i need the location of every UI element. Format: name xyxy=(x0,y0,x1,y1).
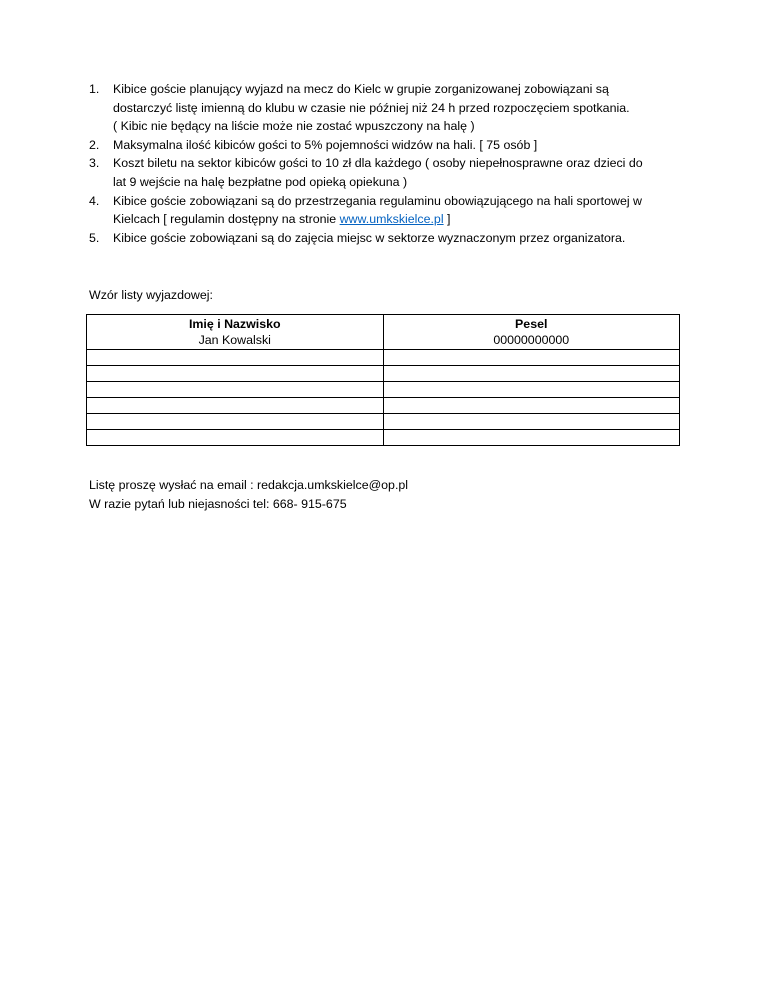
name-cell xyxy=(87,350,384,366)
table-row xyxy=(87,398,680,414)
pesel-cell xyxy=(383,414,680,430)
rule-item-4 xyxy=(89,192,689,229)
rule-number: 4. xyxy=(89,193,100,208)
rule-number: 3. xyxy=(89,156,100,171)
rule-text-line: Maksymalna ilość kibiców gości to 5% pojemności widzów na hali. [ 75 osób ] xyxy=(113,137,538,152)
name-cell xyxy=(87,398,384,414)
pesel-column-cell xyxy=(383,315,680,350)
phone-instruction: W razie pytań lub niejasności tel: 668- 915-675 xyxy=(89,496,347,511)
name-column-cell xyxy=(87,315,384,350)
email-instruction: Listę proszę wysłać na email : redakcja.umkskielce@op.pl xyxy=(89,478,409,492)
table-row xyxy=(87,350,680,366)
travel-list-table xyxy=(86,314,680,446)
rule-item-3 xyxy=(89,154,689,191)
table-header-row xyxy=(87,315,680,350)
rule-text-line: Kibice goście zobowiązani są do zajęcia miejsc w sektorze wyznaczonym przez organizatora. xyxy=(113,230,626,245)
website-link[interactable]: www.umkskielce.pl xyxy=(339,212,444,227)
name-column-header: Imię i Nazwisko xyxy=(188,317,281,331)
pesel-cell xyxy=(383,398,680,414)
rule-text-line: Kibice goście planujący wyjazd na mecz do Kielc w grupie zorganizowanej zobowiązani są xyxy=(113,82,609,96)
rule-number: 1. xyxy=(89,82,100,96)
table-row xyxy=(87,414,680,430)
name-cell xyxy=(87,382,384,398)
rules-list xyxy=(89,80,689,247)
name-cell xyxy=(87,366,384,382)
list-template-label: Wzór listy wyjazdowej: xyxy=(89,288,213,302)
table-row xyxy=(87,366,680,382)
rule-item-5 xyxy=(89,229,689,248)
rule-text-line: Koszt biletu na sektor kibiców gości to 10 zł dla każdego ( osoby niepełnosprawne oraz dzieci do xyxy=(113,156,643,171)
rule-number: 5. xyxy=(89,230,100,245)
contact-footer xyxy=(89,476,408,513)
rule-text-segment: Kielcach [ regulamin dostępny na stronie xyxy=(113,212,340,227)
table-row xyxy=(87,430,680,446)
example-pesel: 00000000000 xyxy=(493,333,570,347)
rule-text-line: ( Kibic nie będący na liście może nie zostać wpuszczony na halę ) xyxy=(113,119,475,134)
pesel-cell xyxy=(383,382,680,398)
example-name: Jan Kowalski xyxy=(198,333,271,347)
pesel-cell xyxy=(383,430,680,446)
rule-item-1 xyxy=(89,80,689,136)
rule-text-segment: ] xyxy=(443,212,451,227)
pesel-cell xyxy=(383,366,680,382)
pesel-column-header: Pesel xyxy=(515,317,548,331)
pesel-cell xyxy=(383,350,680,366)
rule-number: 2. xyxy=(89,137,100,152)
rule-text-line: Kibice goście zobowiązani są do przestrzegania regulaminu obowiązującego na hali sportowej w xyxy=(113,193,642,208)
rule-item-2 xyxy=(89,136,689,155)
name-cell xyxy=(87,430,384,446)
table-row xyxy=(87,382,680,398)
rule-text-line: dostarczyć listę imienną do klubu w czasie nie później niż 24 h przed rozpoczęciem spotkania. xyxy=(113,100,630,115)
rule-text-line: lat 9 wejście na halę bezpłatne pod opieką opiekuna ) xyxy=(113,174,408,189)
name-cell xyxy=(87,414,384,430)
rule-text-line xyxy=(113,210,689,229)
